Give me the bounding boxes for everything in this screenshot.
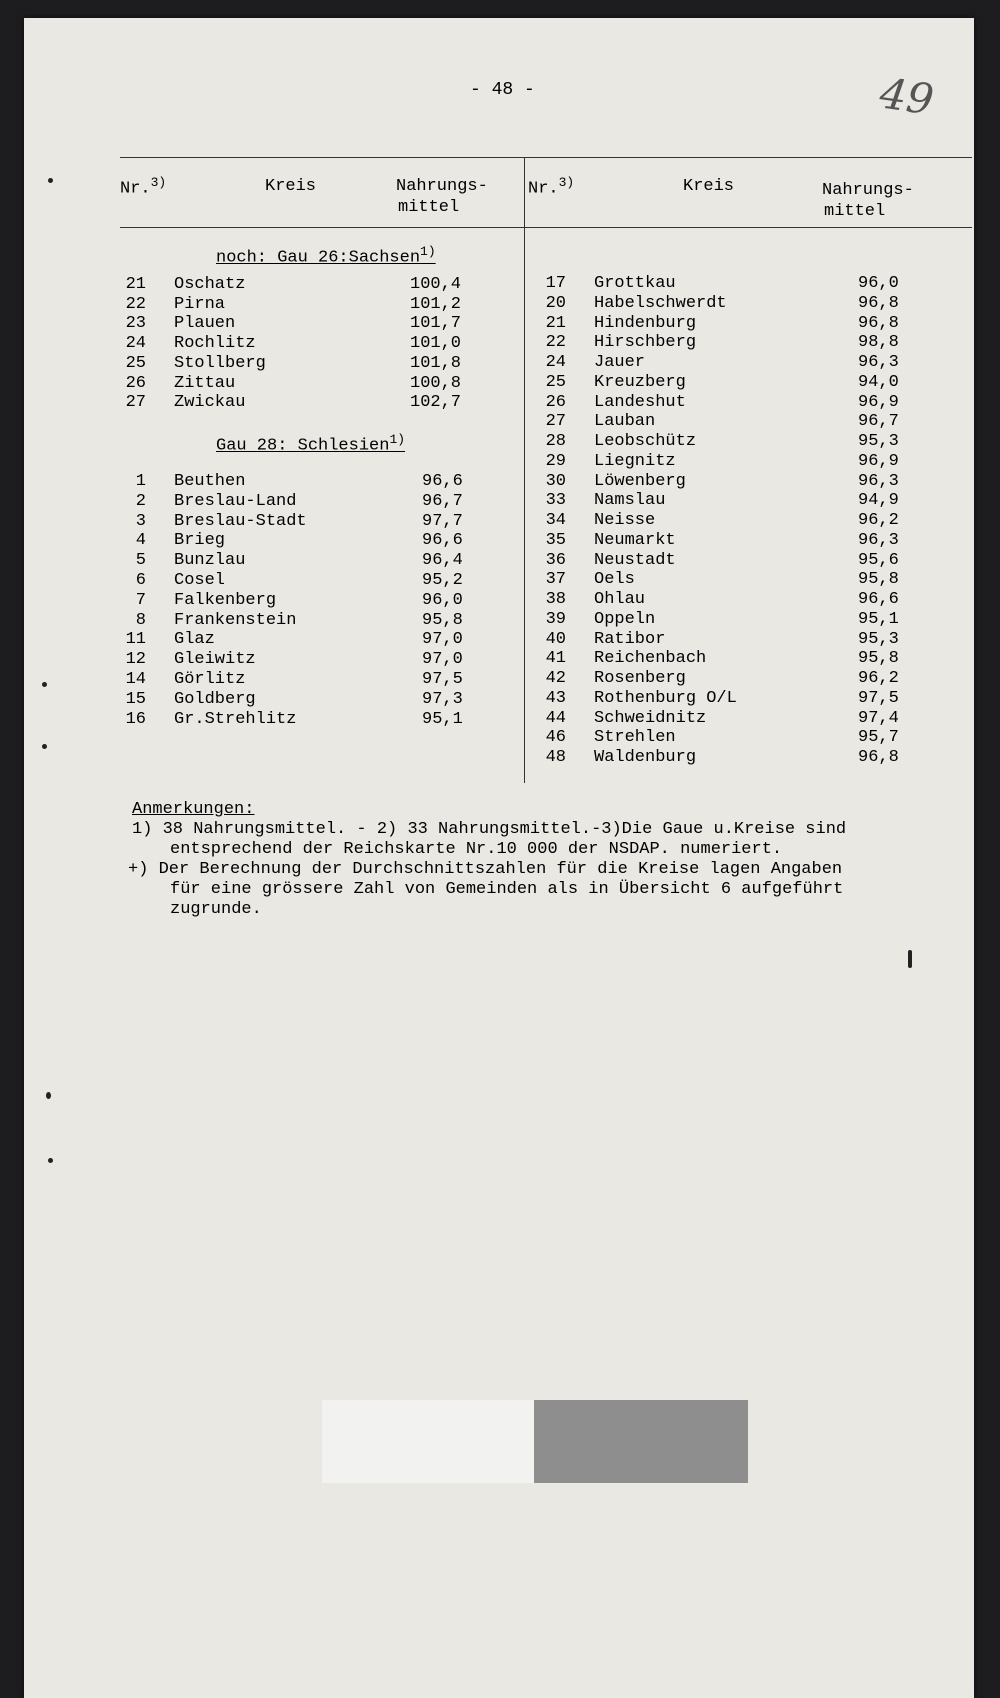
cell-nahrungsmittel: 95,2 (422, 571, 463, 590)
cell-kreis: Gr.Strehlitz (174, 709, 297, 729)
table-row (116, 710, 516, 730)
cell-kreis: Cosel (174, 571, 226, 590)
table-row (536, 294, 966, 314)
cell-nr: 23 (125, 314, 146, 334)
cell-kreis: Waldenburg (594, 748, 697, 767)
table-row (536, 610, 966, 630)
punch-mark (42, 682, 47, 687)
cell-kreis: Löwenberg (594, 471, 686, 491)
table-row (116, 571, 516, 591)
cell-nahrungsmittel: 95,3 (858, 629, 899, 649)
cell-kreis: Neisse (594, 511, 656, 530)
table-row (116, 591, 516, 611)
cell-kreis: Glaz (174, 630, 215, 650)
cell-nr: 40 (545, 629, 566, 649)
table-row (116, 393, 516, 413)
cell-kreis: Oels (594, 570, 635, 590)
cell-nr: 33 (545, 491, 566, 511)
cell-kreis: Rochlitz (174, 334, 256, 354)
cell-nr: 37 (545, 570, 566, 590)
cell-kreis: Plauen (174, 314, 236, 334)
note-line: +) Der Berechnung der Durchschnittszahlen für die Kreise lagen Angaben (128, 860, 843, 879)
cell-kreis: Bunzlau (174, 551, 246, 571)
section-title-schlesien: Gau 28: Schlesien$^{1)}$ (216, 432, 406, 456)
cell-nahrungsmittel: 94,0 (858, 372, 899, 392)
cell-nr: 24 (125, 334, 146, 354)
punch-mark (48, 178, 53, 183)
cell-kreis: Pirna (174, 294, 226, 314)
cell-nr: 36 (545, 550, 566, 570)
cell-kreis: Leobschütz (594, 432, 697, 451)
table-row (536, 333, 966, 353)
cell-nahrungsmittel: 96,3 (858, 353, 899, 372)
table-row (116, 512, 516, 532)
header-nahrung-right: Nahrungs- mittel (822, 181, 914, 221)
cell-nr: 6 (135, 571, 146, 590)
cell-nahrungsmittel: 96,6 (858, 590, 899, 609)
cell-kreis: Breslau-Land (174, 491, 297, 511)
cell-nahrungsmittel: 96,0 (858, 274, 899, 293)
table-row (116, 630, 516, 650)
table-row (536, 491, 966, 511)
table-row (536, 373, 966, 393)
table-row (116, 295, 516, 315)
cell-nahrungsmittel: 95,8 (858, 570, 899, 590)
cell-nr: 8 (135, 610, 146, 630)
cell-nahrungsmittel: 97,5 (858, 688, 899, 708)
cell-kreis: Goldberg (174, 689, 256, 709)
cell-nr: 16 (125, 709, 146, 729)
table-row (116, 472, 516, 492)
cell-nahrungsmittel: 98,8 (858, 333, 899, 353)
cell-nr: 41 (545, 649, 566, 669)
cell-kreis: Schweidnitz (594, 708, 707, 728)
cell-kreis: Zwickau (174, 393, 246, 413)
cell-nahrungsmittel: 97,5 (422, 670, 463, 689)
cell-nahrungsmittel: 102,7 (410, 393, 462, 413)
cell-nr: 28 (545, 432, 566, 451)
cell-nr: 48 (545, 748, 566, 767)
table-row (536, 748, 966, 768)
note-line: entsprechend der Reichskarte Nr.10 000 der NSDAP. numeriert. (170, 840, 783, 859)
cell-nr: 15 (125, 689, 146, 709)
header-nr-right: Nr.$^{3)}$ (528, 175, 575, 199)
cell-nahrungsmittel: 101,2 (410, 294, 462, 314)
cell-nr: 22 (125, 294, 146, 314)
cell-kreis: Gleiwitz (174, 650, 256, 670)
cell-nr: 44 (545, 708, 566, 728)
cell-nahrungsmittel: 97,7 (422, 511, 463, 531)
cell-kreis: Lauban (594, 412, 656, 432)
cell-nr: 25 (545, 372, 566, 392)
cell-kreis: Frankenstein (174, 610, 297, 630)
table-row (116, 670, 516, 690)
cell-nahrungsmittel: 95,8 (858, 649, 899, 669)
cell-nr: 7 (135, 590, 146, 610)
cell-nahrungsmittel: 96,7 (858, 412, 899, 432)
cell-nahrungsmittel: 96,8 (858, 748, 899, 767)
cell-nahrungsmittel: 96,2 (858, 511, 899, 530)
cell-nahrungsmittel: 97,4 (858, 708, 899, 728)
cell-nr: 1 (135, 472, 146, 491)
cell-nr: 43 (545, 688, 566, 708)
cell-nr: 29 (545, 451, 566, 471)
cell-kreis: Neumarkt (594, 530, 676, 550)
cell-nr: 11 (125, 630, 146, 650)
table-column-divider (524, 157, 525, 783)
table-top-rule (120, 157, 972, 158)
cell-kreis: Hirschberg (594, 333, 697, 353)
cell-nr: 27 (545, 412, 566, 432)
cell-nr: 42 (545, 669, 566, 688)
cell-nahrungsmittel: 100,8 (410, 373, 462, 393)
cell-nahrungsmittel: 96,9 (858, 451, 899, 471)
cell-kreis: Liegnitz (594, 451, 676, 471)
cell-kreis: Jauer (594, 353, 646, 372)
table-row (536, 314, 966, 334)
table-row (536, 452, 966, 472)
table-row (116, 492, 516, 512)
cell-nahrungsmittel: 96,8 (858, 293, 899, 313)
cell-kreis: Beuthen (174, 472, 246, 491)
table-row (536, 353, 966, 373)
table-row (116, 354, 516, 374)
note-line: zugrunde. (170, 900, 262, 919)
header-nr-left: Nr.$^{3)}$ (120, 175, 167, 199)
table-row (116, 650, 516, 670)
cell-kreis: Görlitz (174, 670, 246, 689)
cell-nr: 25 (125, 353, 146, 373)
gray-card (534, 1400, 748, 1483)
cell-kreis: Neustadt (594, 550, 676, 570)
table-row (536, 472, 966, 492)
cell-nahrungsmittel: 101,8 (410, 353, 462, 373)
cell-kreis: Kreuzberg (594, 372, 686, 392)
cell-nahrungsmittel: 96,7 (422, 491, 463, 511)
table-row (536, 630, 966, 650)
cell-nahrungsmittel: 100,4 (410, 275, 462, 294)
cell-nr: 4 (135, 531, 146, 551)
table-row (536, 709, 966, 729)
cell-kreis: Hindenburg (594, 313, 697, 333)
cell-nr: 27 (125, 393, 146, 413)
cell-nr: 22 (545, 333, 566, 353)
cell-nahrungsmittel: 96,3 (858, 471, 899, 491)
header-kreis-left: Kreis (265, 177, 317, 196)
table-header-rule (120, 227, 972, 228)
cell-kreis: Reichenbach (594, 649, 707, 669)
table-row (536, 649, 966, 669)
cell-nahrungsmittel: 101,0 (410, 334, 462, 354)
table-row (536, 689, 966, 709)
table-row (536, 393, 966, 413)
cell-nahrungsmittel: 96,8 (858, 313, 899, 333)
header-kreis-right: Kreis (683, 177, 735, 196)
cell-kreis: Namslau (594, 491, 666, 511)
cell-kreis: Breslau-Stadt (174, 511, 307, 531)
table-row (116, 531, 516, 551)
cell-nahrungsmittel: 97,0 (422, 630, 463, 650)
cell-kreis: Ohlau (594, 590, 646, 609)
punch-mark (48, 1158, 53, 1163)
cell-nr: 12 (125, 650, 146, 670)
header-nahrung-left: Nahrungs- mittel (396, 177, 488, 217)
table-row (116, 334, 516, 354)
cell-nr: 20 (545, 293, 566, 313)
cell-nahrungsmittel: 96,6 (422, 472, 463, 491)
table-row (536, 412, 966, 432)
cell-nahrungsmittel: 94,9 (858, 491, 899, 511)
cell-nahrungsmittel: 95,8 (422, 610, 463, 630)
cell-kreis: Grottkau (594, 274, 676, 293)
cell-kreis: Oschatz (174, 275, 246, 294)
cell-nr: 30 (545, 471, 566, 491)
cell-nr: 3 (135, 511, 146, 531)
note-line: 1) 38 Nahrungsmittel. - 2) 33 Nahrungsmittel.-3)Die Gaue u.Kreise sind (132, 820, 847, 839)
cell-nahrungsmittel: 96,6 (422, 531, 463, 551)
cell-nr: 26 (545, 392, 566, 412)
table-row (116, 314, 516, 334)
cell-nahrungsmittel: 95,7 (858, 728, 899, 748)
cell-nahrungsmittel: 95,6 (858, 550, 899, 570)
table-row (116, 275, 516, 295)
cell-nr: 2 (135, 491, 146, 511)
cell-nahrungsmittel: 95,1 (422, 709, 463, 729)
cell-kreis: Rothenburg O/L (594, 688, 737, 708)
table-row (536, 570, 966, 590)
page-number: - 48 - (470, 80, 535, 100)
table-row (536, 274, 966, 294)
section-title-sachsen: noch: Gau 26:Sachsen$^{1)}$ (216, 244, 436, 268)
cell-kreis: Oppeln (594, 609, 656, 629)
table-row (536, 432, 966, 452)
cell-nr: 35 (545, 530, 566, 550)
cell-nr: 38 (545, 590, 566, 609)
footnotes (108, 800, 968, 920)
table-row (536, 531, 966, 551)
cell-nr: 24 (545, 353, 566, 372)
table-row (536, 590, 966, 610)
cell-nahrungsmittel: 96,3 (858, 530, 899, 550)
cell-nahrungsmittel: 96,4 (422, 551, 463, 571)
table-row (536, 511, 966, 531)
table-row (536, 551, 966, 571)
cell-kreis: Rosenberg (594, 669, 686, 688)
cell-nr: 5 (135, 551, 146, 571)
cell-nahrungsmittel: 96,2 (858, 669, 899, 688)
cell-nr: 26 (125, 373, 146, 393)
cell-nahrungsmittel: 96,9 (858, 392, 899, 412)
cell-nr: 17 (545, 274, 566, 293)
cell-kreis: Strehlen (594, 728, 676, 748)
cell-nahrungsmittel: 97,0 (422, 650, 463, 670)
punch-mark (42, 744, 47, 749)
table-row (116, 611, 516, 631)
cell-nr: 21 (545, 313, 566, 333)
table-row (116, 374, 516, 394)
cell-nahrungsmittel: 101,7 (410, 314, 462, 334)
cell-nr: 14 (125, 670, 146, 689)
scan-calibration-strip (322, 1400, 748, 1483)
table-row (536, 728, 966, 748)
cell-nahrungsmittel: 96,0 (422, 590, 463, 610)
cell-nr: 34 (545, 511, 566, 530)
ink-mark (908, 950, 912, 968)
notes-title: Anmerkungen: (132, 800, 255, 819)
cell-kreis: Ratibor (594, 629, 666, 649)
cell-kreis: Zittau (174, 373, 236, 393)
cell-kreis: Falkenberg (174, 590, 277, 610)
cell-kreis: Brieg (174, 531, 226, 551)
note-line: für eine grössere Zahl von Gemeinden als in Übersicht 6 aufgeführt (170, 880, 844, 899)
punch-mark (46, 1092, 51, 1099)
cell-kreis: Landeshut (594, 392, 686, 412)
table-row (116, 551, 516, 571)
cell-nr: 21 (125, 275, 146, 294)
table-row (536, 669, 966, 689)
cell-kreis: Stollberg (174, 353, 266, 373)
cell-nahrungsmittel: 95,3 (858, 432, 899, 451)
cell-nr: 46 (545, 728, 566, 748)
cell-nahrungsmittel: 95,1 (858, 609, 899, 629)
table-row (116, 690, 516, 710)
cell-nahrungsmittel: 97,3 (422, 689, 463, 709)
handwritten-page-mark: 49 (876, 68, 937, 125)
cell-nr: 39 (545, 609, 566, 629)
cell-kreis: Habelschwerdt (594, 293, 727, 313)
